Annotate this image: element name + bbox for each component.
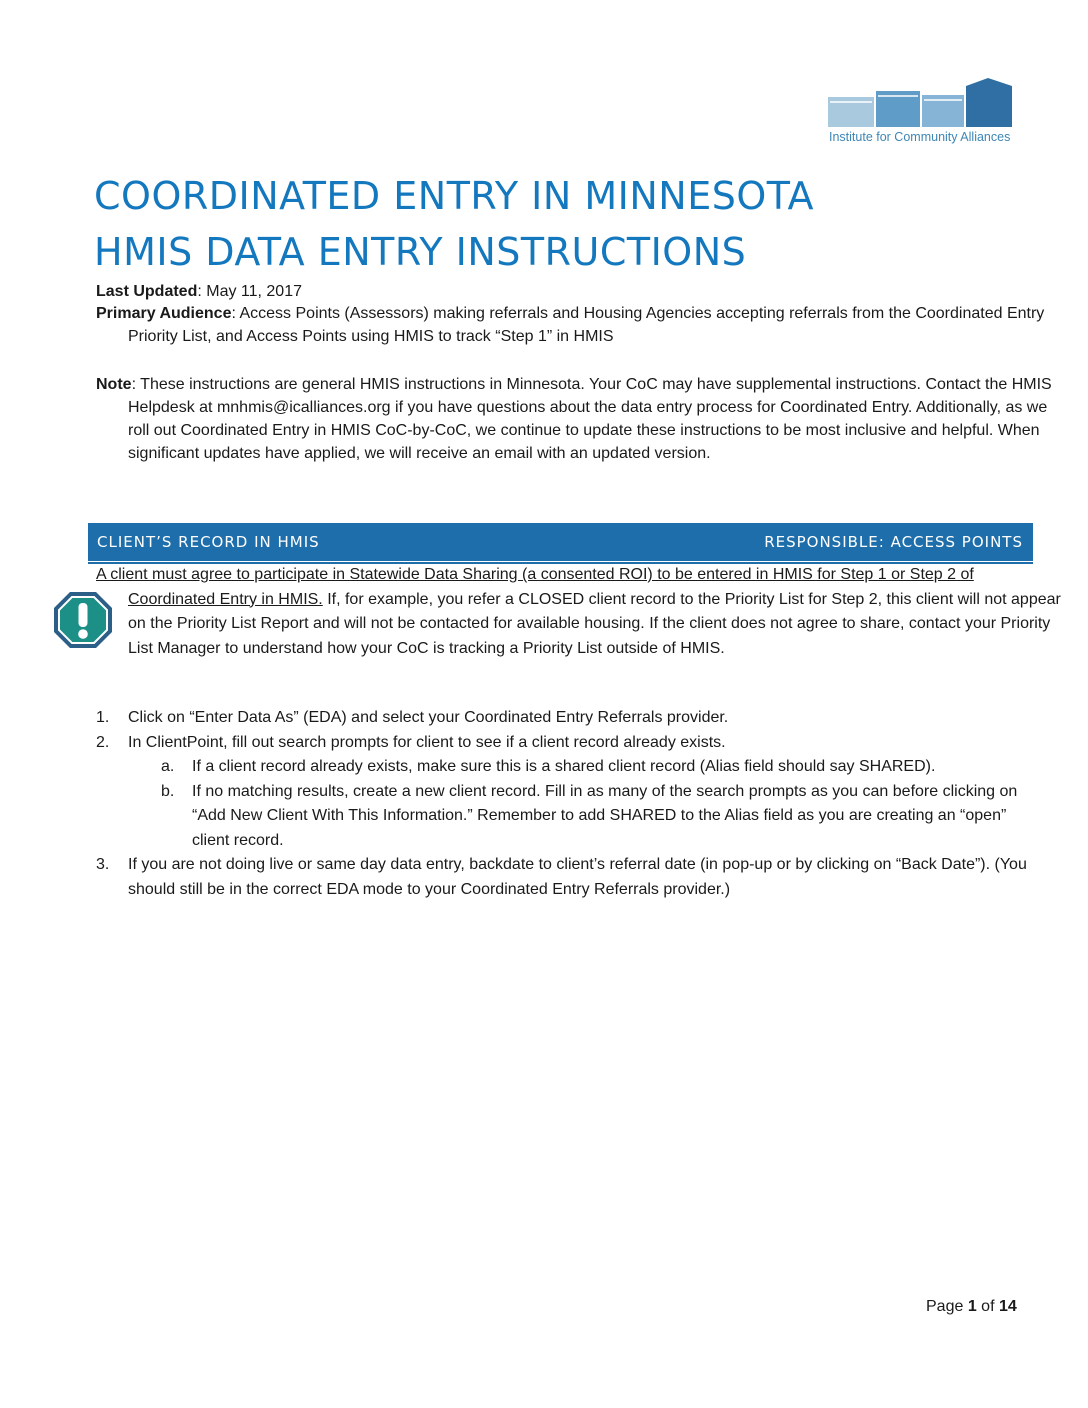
title-line-1: COORDINATED ENTRY IN MINNESOTA: [94, 174, 815, 218]
list-item: [96, 706, 1031, 731]
list-item-text: In ClientPoint, fill out search prompts for client to see if a client record already exists.: [128, 733, 726, 751]
section-heading: CLIENT’S RECORD IN HMIS: [97, 533, 320, 551]
list-item-text: Click on “Enter Data As” (EDA) and select your Coordinated Entry Referrals provider.: [128, 709, 729, 726]
note-paragraph: [96, 373, 1058, 465]
total-pages: 14: [998, 1298, 1017, 1315]
list-item: [96, 731, 1031, 756]
sub-list-item-text: If a client record already exists, make sure this is a shared client record (Alias field should say SHARED).: [192, 758, 936, 775]
page-title: [94, 168, 814, 280]
note-value: : These instructions are general HMIS instructions in Minnesota. Your CoC may have supplemental instructions. Contact the HMIS Helpdesk at mnhmis@icalliances.org if you have questions about the data entry process for Coordinated Entry. Additionally, as we roll out Coordinated Entry in HMIS CoC-by-CoC, we continue to update these instructions to be most inclusive and helpful. When significant updates have applied, we will receive an email with an updated version.: [128, 376, 1052, 462]
alert-underlined-text: A client must agree to participate in Statewide Data Sharing (a consented ROI) to be entered in HMIS for Step 1 or Step 2 of Coordinated Entry in HMIS.: [96, 566, 974, 608]
note-label: Note: [96, 376, 132, 393]
of-word: of: [976, 1298, 999, 1315]
logo-text: Institute for Community Alliances: [829, 130, 1011, 144]
alert-body-text: If, for example, you refer a CLOSED client record to the Priority List for Step 2, this client will not appear on the Priority List Report and will not be contacted for available housing. If the client does not agree to share, contact your Priority List Manager to understand how your CoC is tracking a Priority List outside of HMIS.: [128, 590, 1061, 657]
list-number: 2.: [96, 733, 110, 751]
sub-list-letter: b.: [161, 782, 175, 800]
page-number: [926, 1298, 1017, 1316]
alert-paragraph: [96, 563, 1063, 661]
current-page: 1: [967, 1298, 977, 1315]
primary-audience: [96, 302, 1058, 348]
steps-list: [96, 706, 1031, 902]
section-responsible: RESPONSIBLE: ACCESS POINTS: [764, 533, 1023, 551]
last-updated-value: : May 11, 2017: [197, 283, 302, 300]
list-item: [96, 853, 1031, 902]
page-word: Page: [926, 1298, 968, 1315]
sub-list-item: [96, 755, 1031, 780]
audience-label: Primary Audience: [96, 305, 232, 322]
sub-list-item-text: If no matching results, create a new client record. Fill in as many of the search prompts as you can before clicking on “Add New Client With This Information.” Remember to add SHARED to the Alias field as you are creating an “open” client record.: [192, 782, 1018, 849]
audience-value: : Access Points (Assessors) making referrals and Housing Agencies accepting referrals from the Coordinated Entry Priority List, and Access Points using HMIS to track “Step 1” in HMIS: [128, 305, 1045, 345]
list-item-text: If you are not doing live or same day data entry, backdate to client’s referral date (in pop-up or by clicking on “Back Date”). (You should still be in the correct EDA mode to your Coordinated Entry Referrals provider.): [128, 856, 1027, 898]
sub-list-letter: a.: [161, 758, 175, 775]
list-number: 1.: [96, 709, 110, 726]
list-number: 3.: [96, 856, 110, 873]
section-header: [88, 523, 1033, 561]
sub-list-item: [96, 780, 1031, 854]
last-updated-label: Last Updated: [96, 283, 198, 300]
last-updated: [96, 280, 1026, 303]
title-line-2: HMIS DATA ENTRY INSTRUCTIONS: [94, 230, 747, 274]
